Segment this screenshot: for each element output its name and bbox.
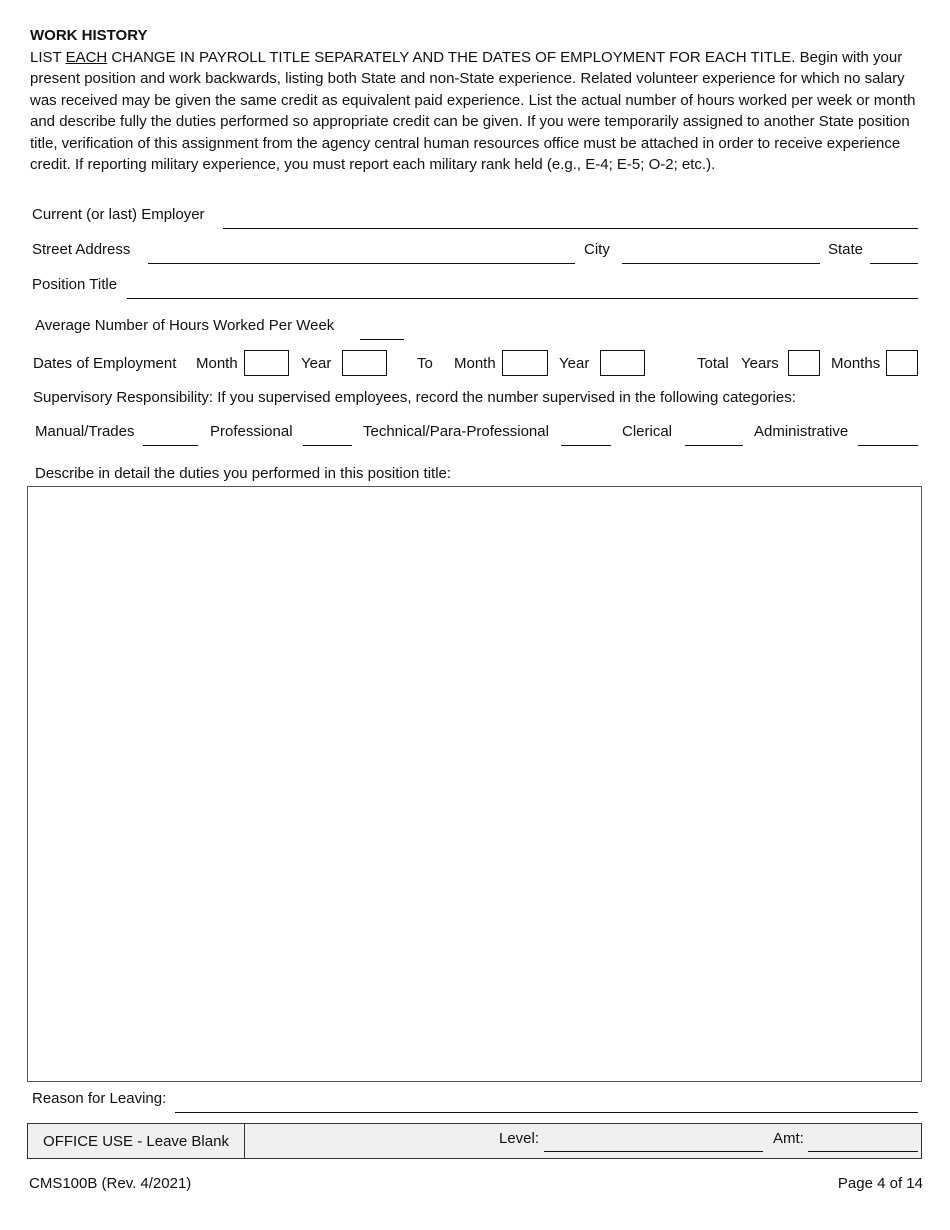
reason-for-leaving-input-line[interactable] (175, 1112, 918, 1113)
reason-for-leaving-label: Reason for Leaving: (32, 1090, 167, 1107)
manual-trades-input-line[interactable] (143, 445, 198, 446)
end-month-box[interactable] (502, 350, 548, 376)
state-label: State (828, 241, 864, 258)
instructions-paragraph: LIST EACH CHANGE IN PAYROLL TITLE SEPARATELY AND THE DATES OF EMPLOYMENT FOR EACH TITLE. Begin with your present position and work backwards, listing both State and non-State experience. Related volunteer experience for which no salary was received may be given the same credit as equivalent paid experience. List the actual number of hours worked per week or month and describe fully the duties performed so appropriate credit can be given. If you were temporarily assigned to another State position title, verification of this assignment from the agency central human resources office must be attached in order to receive experience credit. If reporting military experience, you must report each military rank held (e.g., E-4; E-5; O-2; etc.). (30, 49, 916, 174)
total-years-label: Years (741, 355, 779, 372)
state-input-line[interactable] (870, 263, 918, 264)
start-year-box[interactable] (342, 350, 387, 376)
street-address-input-line[interactable] (148, 263, 575, 264)
category-administrative-label: Administrative (754, 423, 849, 440)
total-label: Total (697, 355, 729, 372)
start-month-label: Month (196, 355, 238, 372)
category-technical-label: Technical/Para-Professional (363, 423, 549, 440)
to-label: To (417, 355, 433, 372)
office-level-label: Level: (499, 1130, 540, 1147)
duties-textarea[interactable] (27, 486, 922, 1082)
office-level-line (544, 1151, 763, 1152)
avg-hours-label: Average Number of Hours Worked Per Week (35, 317, 335, 334)
start-month-box[interactable] (244, 350, 289, 376)
technical-input-line[interactable] (561, 445, 611, 446)
street-address-label: Street Address (32, 241, 131, 258)
category-professional-label: Professional (210, 423, 293, 440)
dates-of-employment-label: Dates of Employment (33, 355, 177, 372)
professional-input-line[interactable] (303, 445, 352, 446)
total-months-label: Months (831, 355, 881, 372)
section-title: WORK HISTORY (30, 27, 148, 44)
total-years-box[interactable] (788, 350, 820, 376)
end-year-label: Year (559, 355, 590, 372)
category-manual-trades-label: Manual/Trades (35, 423, 135, 440)
end-year-box[interactable] (600, 350, 645, 376)
administrative-input-line[interactable] (858, 445, 918, 446)
position-title-label: Position Title (32, 276, 118, 293)
employer-input-line[interactable] (223, 228, 918, 229)
end-month-label: Month (454, 355, 496, 372)
start-year-label: Year (301, 355, 332, 372)
supervisory-responsibility-text: Supervisory Responsibility: If you supervised employees, record the number supervised in the following categories: (33, 389, 796, 406)
clerical-input-line[interactable] (685, 445, 743, 446)
position-title-input-line[interactable] (127, 298, 918, 299)
duties-prompt: Describe in detail the duties you performed in this position title: (35, 465, 452, 482)
city-label: City (584, 241, 610, 258)
page-number: Page 4 of 14 (837, 1175, 923, 1192)
city-input-line[interactable] (622, 263, 820, 264)
form-id: CMS100B (Rev. 4/2021) (29, 1175, 192, 1192)
category-clerical-label: Clerical (622, 423, 673, 440)
office-amt-line (808, 1151, 918, 1152)
employer-label: Current (or last) Employer (32, 206, 205, 223)
office-amt-label: Amt: (773, 1130, 804, 1147)
total-months-box[interactable] (886, 350, 918, 376)
instructions-emphasis: EACH (65, 49, 108, 66)
office-use-label: OFFICE USE - Leave Blank (27, 1123, 245, 1159)
avg-hours-input-line[interactable] (360, 339, 404, 340)
